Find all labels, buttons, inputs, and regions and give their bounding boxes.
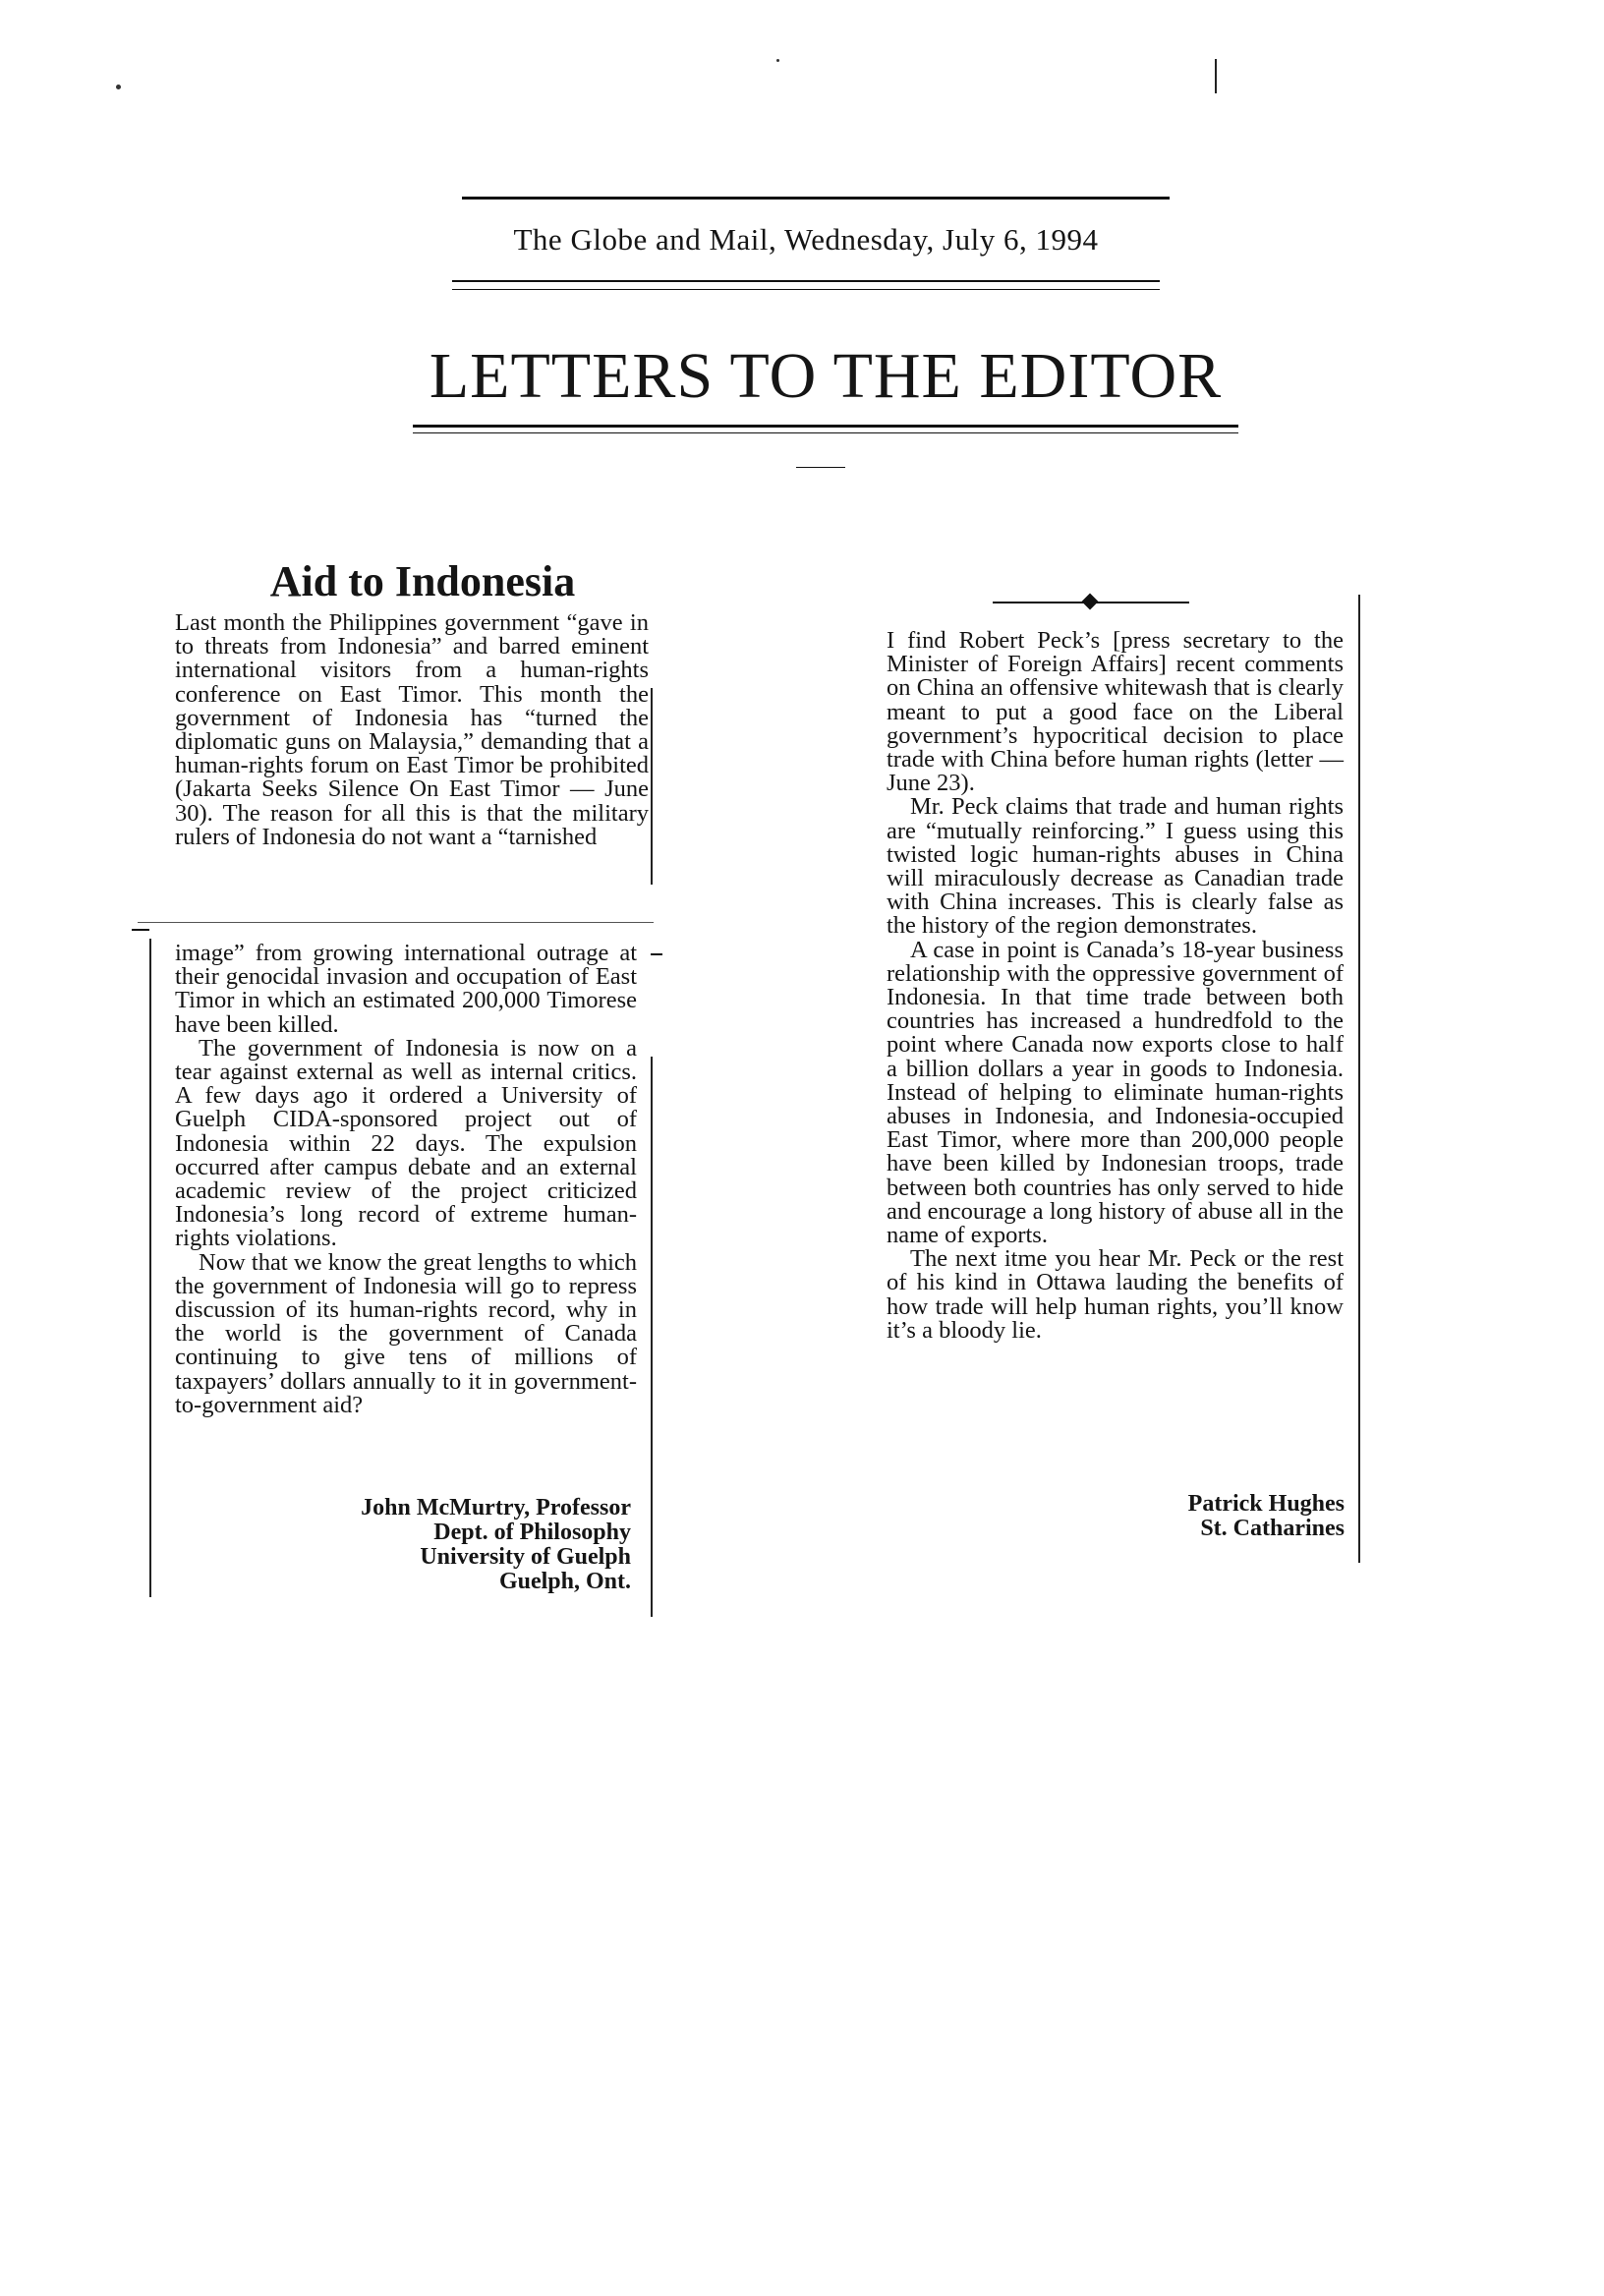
column-border-tick <box>132 929 149 931</box>
heading-rule <box>413 425 1238 428</box>
signature-dept: Dept. of Philosophy <box>433 1520 631 1545</box>
scan-mark <box>1215 59 1217 93</box>
masthead-top-rule <box>462 197 1170 200</box>
letter2-paragraph: I find Robert Peck’s [press secretary to the Minister of Foreign Affairs] recent comments on China an offensive whitewash that is clearly meant to put a good face on the Liberal government’s hypocritical decision to place trade with China before human rights (letter — June 23). <box>887 627 1344 797</box>
column-border <box>651 688 653 885</box>
letter1-paragraph: Last month the Philippines government “gave in to threats from Indonesia” and barred eminent international visitors from a human-rights conference on East Timor. This month the government of Indonesia has “turned the diplomatic guns on Malaysia,” demanding that a human-rights forum on East Timor be prohibited (Jakarta Seeks Silence On East Timor — June 30). The reason for all this is that the military rulers of Indonesia do not want a “tarnished <box>175 609 649 850</box>
letter-title: Aid to Indonesia <box>269 557 576 605</box>
signature-city: St. Catharines <box>1200 1516 1345 1541</box>
letter1-paragraph: The government of Indonesia is now on a tear against external as well as internal critics. A few days ago it ordered a University of Guelph CIDA-sponsored project out of Indonesia within 22 days. The expulsion occurred after campus debate and an external academic review of the project criticized Indonesia’s long record of extreme human-rights violations. <box>175 1034 637 1252</box>
column-border <box>1358 595 1360 1563</box>
dateline: The Globe and Mail, Wednesday, July 6, 1994 <box>513 222 1099 257</box>
separator-diamond <box>1082 594 1099 610</box>
column-border <box>651 1057 653 1617</box>
letter2-paragraph: Mr. Peck claims that trade and human rights are “mutually reinforcing.” I guess using this twisted logic human-rights abuses in China will miraculously decrease as Canadian trade with China increases. This is clearly false as the history of the region demonstrates. <box>887 793 1344 940</box>
column-break-line <box>138 922 654 923</box>
masthead-bottom-rule <box>452 280 1160 282</box>
signature-university: University of Guelph <box>420 1544 631 1570</box>
heading-underline-short <box>796 467 845 468</box>
letter2-paragraph: The next itme you hear Mr. Peck or the rest of his kind in Ottawa lauding the benefits of how trade will help human rights, you’ll know it’s a bloody lie. <box>887 1245 1344 1344</box>
signature-city: Guelph, Ont. <box>498 1569 631 1594</box>
letter1-paragraph: Now that we know the great lengths to which the government of Indonesia will go to repress discussion of its human-rights record, why in the world is the government of Canada continuing to give tens of millions of taxpayers’ dollars annually to it in government-to-government aid? <box>175 1248 637 1418</box>
letter2-paragraph: A case in point is Canada’s 18-year business relationship with the oppressive government of Indonesia. In that time trade between both countries has increased a hundredfold to the point where Canada now exports close to half a billion dollars a year in goods to Indonesia. Instead of helping to eliminate human-rights abuses in Indonesia, and Indonesia-occupied East Timor, where more than 200,000 people have been killed by Indonesian troops, trade between both countries has only served to hide and encourage a long history of abuse all in the name of exports. <box>887 936 1344 1249</box>
heading-rule-thin <box>413 432 1238 433</box>
section-heading: LETTERS TO THE EDITOR <box>429 340 1223 412</box>
letter1-column-top <box>175 611 649 849</box>
signature-name: John McMurtry, Professor <box>361 1495 631 1521</box>
letter1-signature <box>295 1496 631 1594</box>
scan-speck <box>776 59 779 62</box>
scan-speck <box>116 85 121 89</box>
letter2-signature <box>1032 1492 1345 1541</box>
masthead-bottom-rule-thin <box>452 289 1160 290</box>
column-border-tick <box>651 953 662 955</box>
letter2-column <box>887 629 1344 1343</box>
letter1-column-bottom <box>175 942 637 1417</box>
signature-name: Patrick Hughes <box>1187 1491 1345 1517</box>
letter1-paragraph: image” from growing international outrage at their genocidal invasion and occupation of East Timor in which an estimated 200,000 Timorese have been killed. <box>175 940 637 1038</box>
column-border <box>149 939 151 1597</box>
